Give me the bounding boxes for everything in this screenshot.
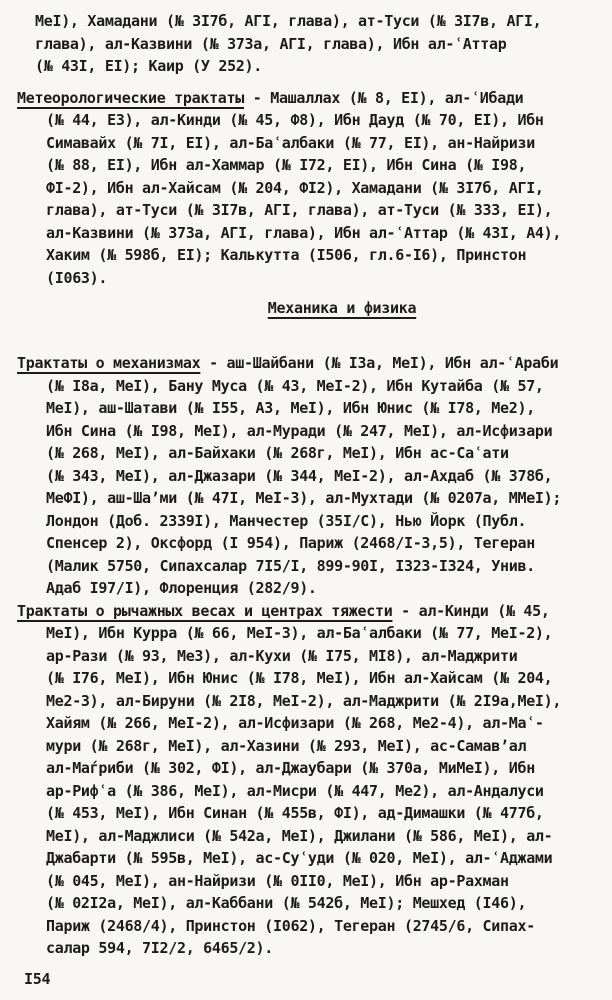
text-line: салар 594, 7I2/2, 6465/2). xyxy=(46,939,274,957)
text-line: (№ I76, МеI), Ибн Юнис (№ I78, МеI), Ибн ал-Хайсам (№ 204, xyxy=(46,669,553,687)
text-line: МеI), ал-Маджлиси (№ 542а, МеI), Джилани (№ 586, МеI), ал- xyxy=(46,826,553,845)
entry-title: Трактаты о механизмах xyxy=(17,354,201,372)
text-line: Джабарти (№ 595в, МеI), ас-Суʿуди (№ 020, МеI), ал-ʿАджами xyxy=(46,849,553,867)
text-line: ал-Маѓриби (№ 302, ФI), ал-Джаубари (№ 370а, МиМеI), Ибн xyxy=(46,759,535,777)
entry-first-line xyxy=(0,600,612,623)
text-line: Хайям (№ 266, МеI-2), ал-Исфизари (№ 268, Ме2-4), ал-Маʿ- xyxy=(46,714,544,732)
entry-title: Трактаты о рычажных весах и центрах тяжести xyxy=(17,601,393,620)
text-line: МеI), Хамадани (№ 3I7б, АГI, глава), ат-Туси (№ 3I7в, АГI, xyxy=(35,12,542,30)
text-line: ар-Рази (№ 93, Ме3), ал-Кухи (№ I75, МI8), ал-Маджрити xyxy=(46,646,518,665)
text-line: глава), ал-Казвини (№ 373а, АГI, глава), Ибн ал-ʿАттар xyxy=(35,34,507,53)
page-number: I54 xyxy=(24,970,51,988)
entry-meteorological-treatises xyxy=(0,87,612,290)
continuation-paragraph xyxy=(0,10,612,78)
text-line: (№ 343, МеI), ал-Джазари (№ 344, МеI-2), ал-Ахдаб (№ 378б, xyxy=(46,466,553,485)
text-line: (№ 045, МеI), ан-Найризи (№ 0II0, МеI), Ибн ар-Рахман xyxy=(46,871,509,890)
text-line: МеI), аш-Шатави (№ I55, А3, МеI), Ибн Юнис (№ I78, Ме2), xyxy=(46,399,535,417)
text-line: ал-Казвини (№ 373а, АГI, глава), Ибн ал-ʿАттар (№ 43I, А4), xyxy=(46,223,562,242)
text-line: (№ 88, ЕI), Ибн ал-Хаммар (№ I72, ЕI), Ибн Сина (№ I98, xyxy=(46,156,527,174)
entry-first-line xyxy=(0,352,612,375)
text-line: (№ 453, МеI), Ибн Синан (№ 455в, ФI), ад-Димашки (№ 477б, xyxy=(46,804,544,822)
text-line: (№ 268, МеI), ал-Байхаки (№ 268г, МеI), Ибн ас-Саʿати xyxy=(46,444,509,462)
text-line: Спенсер 2), Оксфорд (I 954), Париж (2468/I-3,5), Тегеран xyxy=(46,534,535,552)
entry-mechanism-treatises xyxy=(0,352,612,600)
text-line: ФI-2), Ибн ал-Хайсам (№ 204, ФI2), Хамадани (№ 3I7б, АГI, xyxy=(46,178,544,197)
entry-continuation-lines xyxy=(0,109,612,289)
text-line: (I063). xyxy=(46,268,108,287)
section-heading xyxy=(36,297,612,320)
text-line: мури (№ 268г, МеI), ал-Хазини (№ 293, МеI), ас-Самавʼал xyxy=(46,736,527,755)
text-line: Лондон (Доб. 2339I), Манчестер (35I/С), Нью Йорк (Публ. xyxy=(46,511,527,530)
text-line: (№ 43I, ЕI); Каир (У 252). xyxy=(35,57,263,75)
entry-first-line xyxy=(0,87,612,110)
text-line: МеI), Ибн Курра (№ 66, МеI-3), ал-Баʿалбаки (№ 77, МеI-2), xyxy=(46,624,553,642)
text-line: (Малик 5750, Сипахсалар 7I5/I, 899-90I, I323-I324, Унив. xyxy=(46,556,535,575)
entry-continuation-lines xyxy=(0,622,612,960)
text-line: (№ 02I2а, МеI), ал-Каббани (№ 542б, МеI); Мешхед (I46), xyxy=(46,894,527,912)
entry-first-line-rest: - аш-Шайбани (№ I3а, МеI), Ибн ал-ʿАраби xyxy=(200,354,559,372)
entry-first-line-rest: - Машаллах (№ 8, ЕI), ал-ʿИбади xyxy=(244,88,524,107)
entry-continuation-lines xyxy=(0,375,612,600)
text-line: Симавайх (№ 7I, ЕI), ал-Баʿалбаки (№ 77, ЕI), ан-Найризи xyxy=(46,133,535,152)
entry-lever-scales-treatises xyxy=(0,600,612,960)
text-line: Ибн Сина (№ I98, МеI), ал-Муради (№ 247, МеI), ал-Исфизари xyxy=(46,421,553,440)
text-line: глава), ат-Туси (№ 3I7в, АГI, глава), ат-Туси (№ 333, ЕI), xyxy=(46,201,553,219)
text-line: Ме2-3), ал-Бируни (№ 2I8, МеI-2), ал-Маджрити (№ 2I9а,МеI), xyxy=(46,691,562,710)
section-heading-text: Механика и физика xyxy=(267,299,417,317)
text-line: Париж (2468/4), Принстон (I062), Тегеран (2745/6, Сипах- xyxy=(46,916,535,935)
text-line: Адаб I97/I), Флоренция (282/9). xyxy=(46,579,317,597)
entry-first-line-rest: - ал-Кинди (№ 45, xyxy=(392,601,550,620)
text-line: МеФI), аш-Шаʼми (№ 47I, МеI-3), ал-Мухтади (№ 0207а, ММеI); xyxy=(46,489,562,507)
text-line: ар-Рифʿа (№ 386, МеI), ал-Мисри (№ 447, Ме2), ал-Андалуси xyxy=(46,781,544,800)
text-line: Хаким (№ 598б, ЕI); Калькутта (I506, гл.6-I6), Принстон xyxy=(46,246,527,264)
text-line: (№ I8а, МеI), Бану Муса (№ 43, МеI-2), Ибн Кутайба (№ 57, xyxy=(46,376,544,395)
entry-title: Метеорологические трактаты xyxy=(17,88,245,107)
text-line: (№ 44, Е3), ал-Кинди (№ 45, Ф8), Ибн Дауд (№ 70, ЕI), Ибн xyxy=(46,111,544,129)
